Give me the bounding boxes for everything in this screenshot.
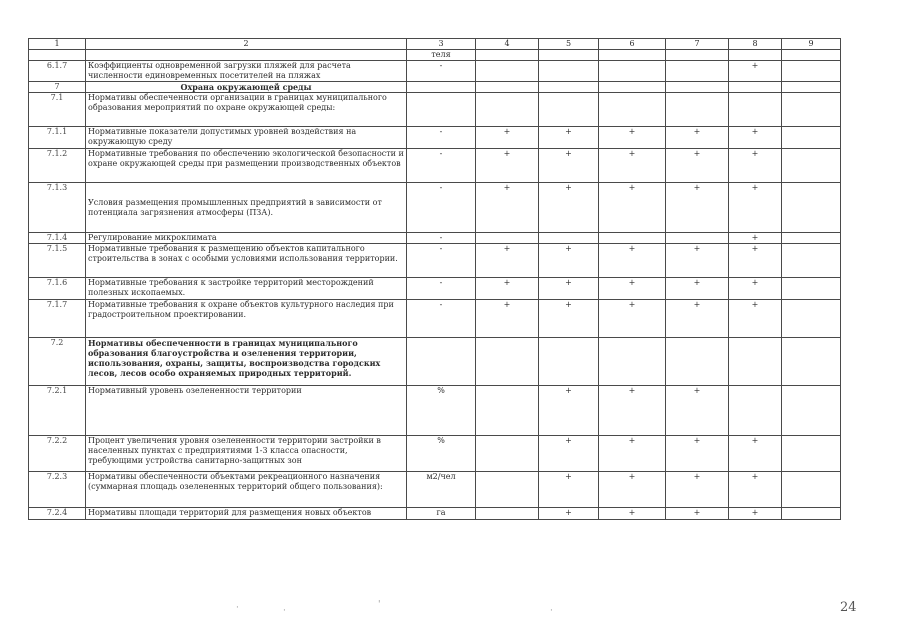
table-row [29, 82, 841, 93]
mark-cell-col8: + [729, 436, 782, 472]
unit-cell: - [407, 278, 476, 300]
mark-cell-col7: + [666, 244, 729, 278]
mark-cell-col8: + [729, 278, 782, 300]
mark-cell-col9 [782, 300, 841, 338]
table-row [29, 300, 841, 338]
unit-cell: % [407, 386, 476, 436]
unit-cell: - [407, 61, 476, 82]
header-cell-5: 5 [539, 39, 599, 50]
row-number-cell: 7.1.7 [29, 300, 86, 338]
description-cell: Нормативы обеспеченности в границах муниципального образования благоустройства и озеленения территории, использования, охраны, защиты, воспроизводства городских лесов, лесов особо охраняемых природных территорий. [86, 338, 407, 386]
mark-cell-col8: + [729, 244, 782, 278]
mark-cell-col5: + [539, 244, 599, 278]
page-number: 24 [840, 600, 857, 615]
mark-cell-col7: + [666, 300, 729, 338]
mark-cell-col4: + [476, 183, 539, 233]
mark-cell-col4 [476, 61, 539, 82]
mark-cell-col5: + [539, 508, 599, 520]
mark-cell-col8: + [729, 508, 782, 520]
mark-cell-col5: + [539, 183, 599, 233]
unit-cell [407, 93, 476, 127]
mark-cell-col7: + [666, 183, 729, 233]
row-number-cell: 7.1 [29, 93, 86, 127]
scan-speck: · [550, 606, 553, 616]
mark-cell-col8: + [729, 233, 782, 244]
mark-cell-col4 [476, 508, 539, 520]
mark-cell-col6 [599, 233, 666, 244]
row-number-cell: 7 [29, 82, 86, 93]
mark-cell-col9 [782, 93, 841, 127]
row-number-cell: 7.1.2 [29, 149, 86, 183]
description-cell: Нормативы обеспеченности организации в границах муниципального образования мероприятий по охране окружающей среды: [86, 93, 407, 127]
row-number-cell: 7.2 [29, 338, 86, 386]
row-number-cell: 7.1.5 [29, 244, 86, 278]
mark-cell-col6: + [599, 149, 666, 183]
unit-cell: - [407, 127, 476, 149]
row-number-cell: 7.2.1 [29, 386, 86, 436]
mark-cell-col5 [539, 93, 599, 127]
mark-cell-col5 [539, 50, 599, 61]
header-cell-2: 2 [86, 39, 407, 50]
table-row [29, 386, 841, 436]
header-cell-8: 8 [729, 39, 782, 50]
description-cell: Нормативы площади территорий для размещения новых объектов [86, 508, 407, 520]
header-cell-6: 6 [599, 39, 666, 50]
mark-cell-col5 [539, 233, 599, 244]
mark-cell-col9 [782, 278, 841, 300]
mark-cell-col9 [782, 127, 841, 149]
description-cell: Нормативные требования по обеспечению экологической безопасности и охране окружающей среды при размещении производственных объектов [86, 149, 407, 183]
row-number-cell: 7.2.2 [29, 436, 86, 472]
mark-cell-col5: + [539, 278, 599, 300]
mark-cell-col4: + [476, 300, 539, 338]
mark-cell-col5: + [539, 472, 599, 508]
mark-cell-col6 [599, 50, 666, 61]
mark-cell-col4: + [476, 278, 539, 300]
mark-cell-col8 [729, 338, 782, 386]
mark-cell-col6: + [599, 472, 666, 508]
mark-cell-col9 [782, 183, 841, 233]
mark-cell-col9 [782, 386, 841, 436]
table-row [29, 61, 841, 82]
mark-cell-col9 [782, 436, 841, 472]
mark-cell-col8 [729, 386, 782, 436]
mark-cell-col6: + [599, 183, 666, 233]
row-number-cell: 7.1.3 [29, 183, 86, 233]
description-cell: Регулирование микроклимата [86, 233, 407, 244]
table-row [29, 472, 841, 508]
document-page [28, 38, 857, 615]
mark-cell-col4: + [476, 244, 539, 278]
mark-cell-col8: + [729, 127, 782, 149]
mark-cell-col4 [476, 93, 539, 127]
mark-cell-col7 [666, 233, 729, 244]
description-cell: Нормативные показатели допустимых уровней воздействия на окружающую среду [86, 127, 407, 149]
row-number-cell: 6.1.7 [29, 61, 86, 82]
unit-cell: м2/чел [407, 472, 476, 508]
unit-cell: - [407, 149, 476, 183]
mark-cell-col7: + [666, 386, 729, 436]
header-cell-3: 3 [407, 39, 476, 50]
description-cell: Условия размещения промышленных предприятий в зависимости от потенциала загрязнения атмосферы (ПЗА). [86, 183, 407, 233]
table-row [29, 338, 841, 386]
unit-cell: га [407, 508, 476, 520]
unit-cell: % [407, 436, 476, 472]
table-header-row [29, 39, 841, 50]
mark-cell-col8 [729, 50, 782, 61]
mark-cell-col7: + [666, 127, 729, 149]
mark-cell-col8: + [729, 300, 782, 338]
mark-cell-col7: + [666, 278, 729, 300]
mark-cell-col7 [666, 50, 729, 61]
mark-cell-col9 [782, 508, 841, 520]
description-cell: Нормативный уровень озелененности территории [86, 386, 407, 436]
mark-cell-col9 [782, 61, 841, 82]
mark-cell-col7: + [666, 436, 729, 472]
header-cell-1: 1 [29, 39, 86, 50]
mark-cell-col9 [782, 50, 841, 61]
mark-cell-col6: + [599, 244, 666, 278]
mark-cell-col8: + [729, 61, 782, 82]
mark-cell-col8: + [729, 472, 782, 508]
mark-cell-col6: + [599, 508, 666, 520]
description-cell: Охрана окружающей среды [86, 82, 407, 93]
mark-cell-col8 [729, 82, 782, 93]
mark-cell-col5 [539, 338, 599, 386]
mark-cell-col6 [599, 93, 666, 127]
mark-cell-col9 [782, 338, 841, 386]
header-cell-9: 9 [782, 39, 841, 50]
mark-cell-col4 [476, 50, 539, 61]
description-cell: Нормативные требования к размещению объектов капитального строительства в зонах с особыми условиями использования территории. [86, 244, 407, 278]
mark-cell-col6: + [599, 300, 666, 338]
mark-cell-col6 [599, 61, 666, 82]
mark-cell-col5: + [539, 436, 599, 472]
description-cell: Коэффициенты одновременной загрузки пляжей для расчета численности единовременных посетителей на пляжах [86, 61, 407, 82]
mark-cell-col4: + [476, 127, 539, 149]
mark-cell-col8: + [729, 149, 782, 183]
mark-cell-col5: + [539, 386, 599, 436]
table-row [29, 183, 841, 233]
row-number-cell: 7.1.6 [29, 278, 86, 300]
header-cell-7: 7 [666, 39, 729, 50]
mark-cell-col9 [782, 472, 841, 508]
row-number-cell: 7.1.4 [29, 233, 86, 244]
mark-cell-col4: + [476, 149, 539, 183]
scan-speck: · [236, 603, 239, 613]
mark-cell-col4 [476, 386, 539, 436]
table-row [29, 50, 841, 61]
header-cell-4: 4 [476, 39, 539, 50]
table-row [29, 127, 841, 149]
mark-cell-col7: + [666, 472, 729, 508]
description-cell: Нормативы обеспеченности объектами рекреационного назначения (суммарная площадь озелененных территорий общего пользования): [86, 472, 407, 508]
mark-cell-col5: + [539, 149, 599, 183]
row-number-cell: 7.2.3 [29, 472, 86, 508]
row-number-cell: 7.1.1 [29, 127, 86, 149]
table-row [29, 436, 841, 472]
normatives-table [28, 38, 841, 520]
mark-cell-col7: + [666, 149, 729, 183]
mark-cell-col6 [599, 338, 666, 386]
mark-cell-col4 [476, 82, 539, 93]
table-row [29, 278, 841, 300]
mark-cell-col6 [599, 82, 666, 93]
mark-cell-col6: + [599, 278, 666, 300]
unit-cell: - [407, 233, 476, 244]
mark-cell-col9 [782, 82, 841, 93]
table-row [29, 508, 841, 520]
scan-speck: ' [378, 600, 381, 610]
unit-cell: - [407, 300, 476, 338]
mark-cell-col7 [666, 61, 729, 82]
mark-cell-col4 [476, 436, 539, 472]
mark-cell-col7 [666, 93, 729, 127]
mark-cell-col7: + [666, 508, 729, 520]
description-cell: Нормативные требования к застройке территорий месторождений полезных ископаемых. [86, 278, 407, 300]
mark-cell-col9 [782, 149, 841, 183]
scan-speck: · [283, 606, 286, 616]
mark-cell-col7 [666, 338, 729, 386]
mark-cell-col9 [782, 244, 841, 278]
mark-cell-col6: + [599, 127, 666, 149]
description-cell: Процент увеличения уровня озелененности территории застройки в населенных пунктах с предприятиями 1-3 класса опасности, требующими устройства санитарно-защитных зон [86, 436, 407, 472]
table-row [29, 93, 841, 127]
mark-cell-col5: + [539, 300, 599, 338]
mark-cell-col4 [476, 472, 539, 508]
table-row [29, 233, 841, 244]
description-cell: Нормативные требования к охране объектов культурного наследия при градостроительном проектировании. [86, 300, 407, 338]
description-cell [86, 50, 407, 61]
mark-cell-col5 [539, 61, 599, 82]
row-number-cell [29, 50, 86, 61]
mark-cell-col6: + [599, 386, 666, 436]
row-number-cell: 7.2.4 [29, 508, 86, 520]
mark-cell-col4 [476, 338, 539, 386]
mark-cell-col8: + [729, 183, 782, 233]
unit-cell [407, 338, 476, 386]
mark-cell-col5 [539, 82, 599, 93]
table-row [29, 244, 841, 278]
unit-cell [407, 82, 476, 93]
mark-cell-col5: + [539, 127, 599, 149]
mark-cell-col8 [729, 93, 782, 127]
unit-cell: теля [407, 50, 476, 61]
mark-cell-col7 [666, 82, 729, 93]
mark-cell-col4 [476, 233, 539, 244]
mark-cell-col6: + [599, 436, 666, 472]
unit-cell: - [407, 244, 476, 278]
unit-cell: - [407, 183, 476, 233]
mark-cell-col9 [782, 233, 841, 244]
table-row [29, 149, 841, 183]
